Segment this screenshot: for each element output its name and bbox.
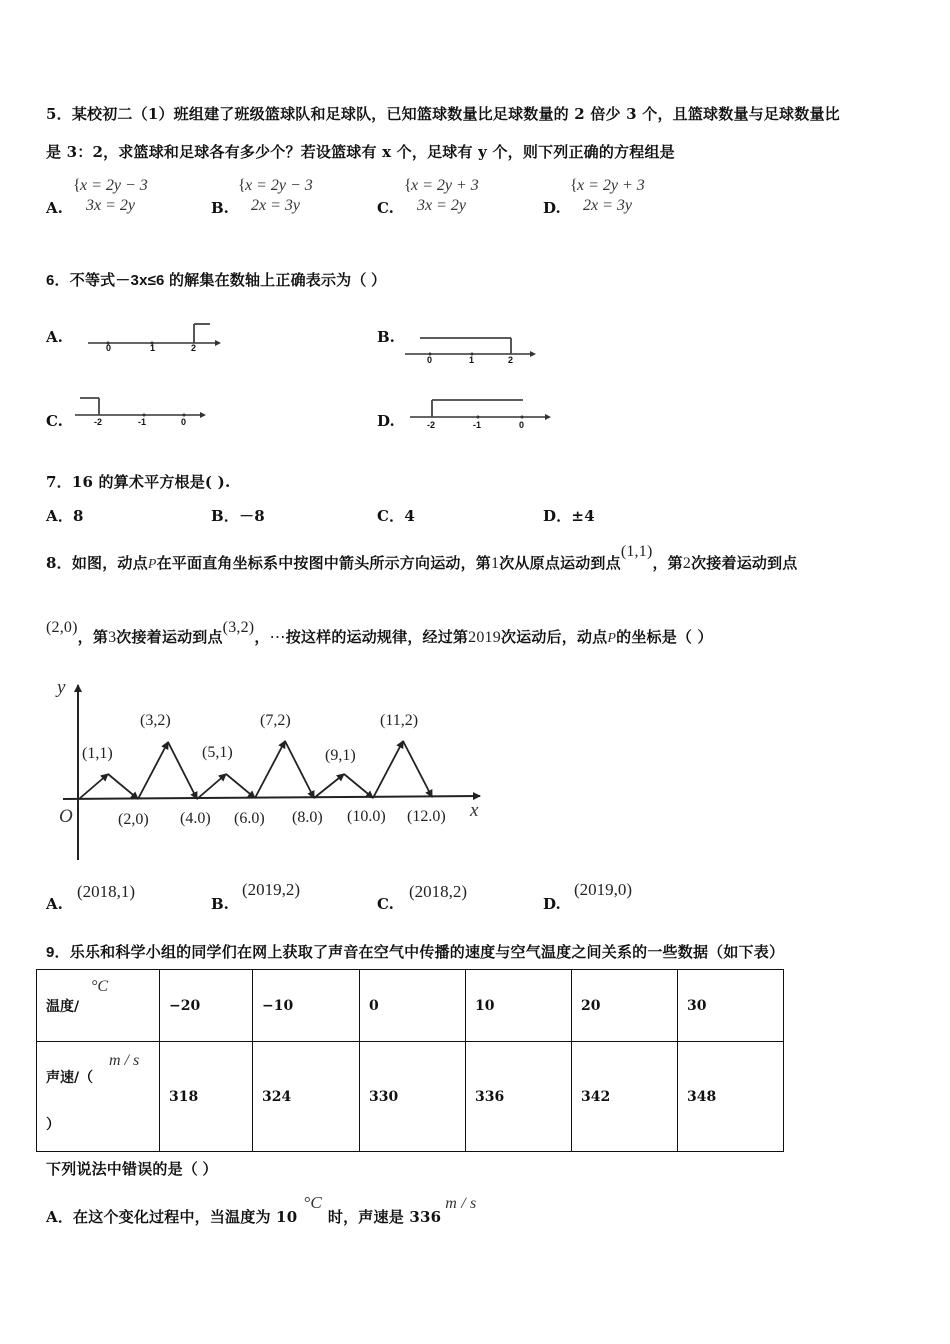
unit-celsius: °C: [91, 978, 109, 995]
point-label: (4.0): [180, 810, 211, 827]
q9-question: 下列说法中错误的是（ ）: [46, 1161, 218, 1178]
text: ，: [254, 628, 270, 646]
option-label: B．: [211, 507, 240, 525]
tick-label: 0: [519, 420, 525, 430]
tick-label: 1: [150, 343, 156, 353]
table-cell: 324: [253, 1042, 360, 1152]
option-value: 4: [404, 507, 415, 525]
text: ，第: [652, 554, 683, 572]
option-value: －8: [239, 507, 265, 525]
point-label: (6.0): [234, 810, 265, 827]
text: 次运动后，动点: [500, 628, 608, 646]
table-cell: 20: [572, 970, 678, 1042]
number: 2: [682, 555, 692, 572]
point-label: (12.0): [407, 808, 446, 825]
option-value: ±4: [571, 507, 595, 525]
tick-label: -1: [473, 420, 482, 430]
equation-1: x = 2y − 3: [80, 177, 148, 194]
equation-2: 3x = 2y: [417, 197, 466, 214]
text: 次接着运动到点: [116, 628, 223, 646]
table-row-speed: [37, 1042, 784, 1152]
tick-label: 2: [508, 355, 514, 365]
option-label: A.: [46, 895, 63, 913]
text: ，第: [77, 628, 109, 646]
table-cell: 10: [466, 970, 572, 1042]
table-cell: 0: [360, 970, 466, 1042]
var-p: P: [607, 631, 617, 646]
header-close-paren: ）: [46, 1117, 60, 1133]
text: 按这样的运动规律，经过第: [285, 628, 469, 646]
point-label: (7,2): [260, 712, 291, 729]
q8-motion-figure: [50, 675, 490, 865]
point-label: (10.0): [347, 808, 386, 825]
number: 2019: [468, 629, 501, 646]
table-cell: −20: [160, 970, 253, 1042]
point-label: (5,1): [202, 744, 233, 761]
option-label: A.: [46, 199, 63, 217]
equation-1: x = 2y − 3: [245, 177, 313, 194]
y-axis-label: y: [57, 677, 66, 698]
unit-celsius: °C: [303, 1193, 322, 1212]
tick-label: 1: [469, 355, 475, 365]
q7-stem: 7．16 的算术平方根是( ).: [46, 473, 231, 491]
ellipsis: ⋯: [269, 629, 286, 646]
brace-icon: {: [238, 177, 246, 194]
x-axis-label: x: [470, 800, 479, 821]
option-value: 8: [73, 507, 84, 525]
point-label: (11,2): [380, 712, 419, 729]
header-label: 声速/（: [46, 1070, 94, 1086]
q8-stem-line2: [46, 619, 713, 647]
option-value: (2019,2): [242, 880, 301, 899]
equation-2: 2x = 3y: [583, 197, 632, 214]
tick-label: 0: [106, 343, 112, 353]
q6-stem: 6．不等式－3x≤6 的解集在数轴上正确表示为（ ）: [46, 272, 387, 289]
number: 3: [108, 629, 117, 646]
equation-1: x = 2y + 3: [411, 177, 479, 194]
table-row-temperature: [37, 970, 784, 1042]
table-cell: 30: [678, 970, 784, 1042]
point-label: (9,1): [325, 747, 356, 764]
row-header-speed: [37, 1042, 160, 1152]
option-value: (2018,2): [409, 882, 468, 901]
tick-label: 0: [181, 417, 187, 427]
option-label: D.: [543, 199, 561, 217]
tick-label: 2: [191, 343, 197, 353]
q5-stem-line1: 5．某校初二（1）班组建了班级篮球队和足球队，已知篮球数量比足球数量的 2 倍少 3 个，且篮球数量与足球数量比: [46, 105, 840, 123]
option-value: (2018,1): [77, 882, 136, 901]
row-header-temperature: [37, 970, 160, 1042]
text: A．在这个变化过程中，当温度为 10: [46, 1208, 298, 1226]
table-cell: 348: [678, 1042, 784, 1152]
number: 1: [491, 555, 500, 572]
number-line-d: [405, 393, 560, 423]
option-label: B.: [377, 328, 395, 346]
q7-option-a[interactable]: [46, 505, 84, 526]
option-label: D．: [543, 507, 572, 525]
q9-stem: 9．乐乐和科学小组的同学们在网上获取了声音在空气中传播的速度与空气温度之间关系的一些数据（如下表）: [46, 944, 785, 961]
point-label: (3,2): [140, 712, 171, 729]
option-label: D.: [543, 895, 561, 913]
option-label: B.: [211, 895, 229, 913]
tick-label: 0: [427, 355, 433, 365]
text: 时，声速是 336: [327, 1208, 442, 1226]
option-label: A．: [46, 507, 74, 525]
table-cell: 330: [360, 1042, 466, 1152]
option-label: A.: [46, 328, 63, 346]
point-label: (2,0): [118, 811, 149, 828]
q7-option-b[interactable]: [211, 505, 265, 526]
text: 在平面直角坐标系中按图中箭头所示方向运动，第: [156, 554, 492, 572]
var-p: P: [147, 557, 157, 572]
option-label: C.: [377, 895, 394, 913]
table-cell: 336: [466, 1042, 572, 1152]
point-label: (8.0): [292, 809, 323, 826]
q7-option-c[interactable]: [377, 505, 415, 526]
text: 次接着运动到点: [691, 554, 798, 572]
option-label: C．: [377, 507, 405, 525]
point: (2,0): [46, 619, 78, 636]
equation-2: 3x = 2y: [86, 197, 135, 214]
brace-icon: {: [404, 177, 412, 194]
q7-option-d[interactable]: [543, 505, 595, 526]
origin-label: O: [59, 806, 73, 827]
table-cell: 318: [160, 1042, 253, 1152]
temperature-speed-table: [36, 969, 784, 1152]
option-label: C.: [46, 412, 63, 430]
unit-mps: m / s: [445, 1195, 477, 1212]
text: 次从原点运动到点: [499, 554, 621, 572]
equation-2: 2x = 3y: [251, 197, 300, 214]
table-cell: 342: [572, 1042, 678, 1152]
brace-icon: {: [570, 177, 578, 194]
unit-mps: m / s: [109, 1052, 140, 1069]
equation-1: x = 2y + 3: [577, 177, 645, 194]
point-label: (1,1): [82, 745, 113, 762]
table-cell: −10: [253, 970, 360, 1042]
brace-icon: {: [73, 177, 81, 194]
tick-label: -2: [427, 420, 436, 430]
option-label: C.: [377, 199, 394, 217]
tick-label: -2: [94, 417, 103, 427]
option-label: D.: [377, 412, 395, 430]
q5-stem-line2: 是 3：2，求篮球和足球各有多少个？若设篮球有 x 个，足球有 y 个，则下列正确的方程组是: [46, 143, 675, 161]
tick-label: -1: [138, 417, 147, 427]
q8-stem-line1: [46, 543, 798, 573]
text: 8．如图，动点: [46, 554, 148, 572]
q9-option-a[interactable]: [46, 1193, 477, 1227]
point: (3,2): [222, 619, 255, 636]
point: (1,1): [620, 543, 653, 560]
header-label: 温度/: [46, 998, 80, 1015]
text: 的坐标是（ ）: [616, 628, 713, 646]
option-label: B.: [211, 199, 229, 217]
zigzag-path-diagram: [50, 675, 490, 865]
option-value: (2019,0): [574, 880, 633, 899]
